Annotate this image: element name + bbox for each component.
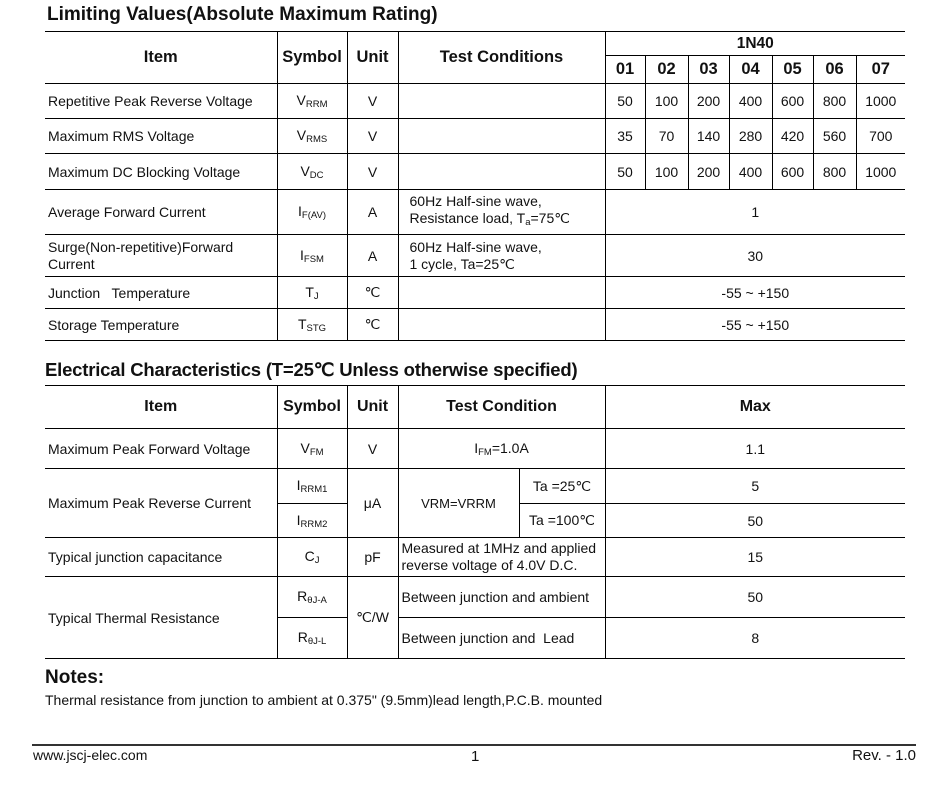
row-test-condition: Between junction and ambient: [398, 577, 605, 618]
row-test-condition: Measured at 1MHz and applied reverse voltage of 4.0V D.C.: [398, 538, 605, 577]
row-value: 400: [729, 154, 772, 190]
row-unit: ℃: [347, 309, 398, 341]
notes-text: Thermal resistance from junction to ambient at 0.375" (9.5mm)lead length,P.C.B. mounted: [45, 692, 603, 708]
row-item: Typical junction capacitance: [45, 538, 277, 577]
row-max: 5: [605, 469, 905, 504]
notes-title: Notes:: [45, 667, 105, 688]
row-unit: ℃/W: [347, 577, 398, 659]
header-item: Item: [45, 386, 277, 429]
row-value: 700: [856, 119, 905, 154]
table-row: [45, 277, 905, 309]
table-row: [45, 469, 905, 504]
header-symbol: Symbol: [277, 32, 347, 84]
footer-website: www.jscj-elec.com: [33, 747, 148, 763]
row-symbol: $R_{\theta J-L}$: [277, 618, 347, 659]
table-row: [45, 119, 905, 154]
row-value: 400: [729, 84, 772, 119]
table-row: [45, 154, 905, 190]
variant-header: 07: [856, 56, 905, 84]
row-value: 280: [729, 119, 772, 154]
row-test-conditions: [398, 309, 605, 341]
row-item: Maximum DC Blocking Voltage: [45, 154, 277, 190]
table-row: [45, 538, 905, 577]
header-max: Max: [605, 386, 905, 429]
row-value: 1: [605, 190, 905, 235]
variant-header: 01: [605, 56, 645, 84]
electrical-characteristics-table: [45, 385, 905, 659]
row-temperature: Ta =100℃: [519, 504, 605, 538]
table-row: [45, 429, 905, 469]
table-row: [45, 84, 905, 119]
row-value: 100: [645, 154, 688, 190]
table-row: [45, 577, 905, 618]
row-value: 800: [813, 154, 856, 190]
row-value: 1000: [856, 154, 905, 190]
row-symbol: $I_{F(AV)}$: [277, 190, 347, 235]
page-number: 1: [471, 748, 480, 765]
row-symbol: $V_{RRM}$: [277, 84, 347, 119]
header-unit: Unit: [347, 32, 398, 84]
row-value: 30: [605, 235, 905, 277]
row-value: 600: [772, 84, 813, 119]
header-series: 1N40: [605, 32, 905, 56]
row-value: -55 ~ +150: [605, 309, 905, 341]
header-test-condition: Test Condition: [398, 386, 605, 429]
variant-header: 04: [729, 56, 772, 84]
row-test-conditions: [398, 84, 605, 119]
row-item: Storage Temperature: [45, 309, 277, 341]
row-unit: μA: [347, 469, 398, 538]
row-item: Maximum Peak Forward Voltage: [45, 429, 277, 469]
row-test-condition: Between junction and Lead: [398, 618, 605, 659]
row-symbol: $V_{RMS}$: [277, 119, 347, 154]
variant-header: 06: [813, 56, 856, 84]
row-unit: pF: [347, 538, 398, 577]
limiting-values-table: [45, 31, 905, 341]
row-value: 600: [772, 154, 813, 190]
header-item: Item: [45, 32, 277, 84]
row-temperature: Ta =25℃: [519, 469, 605, 504]
table-row: [45, 309, 905, 341]
row-symbol: $I_{RRM1}$: [277, 469, 347, 504]
row-test-condition: $I_{FM}=1.0A$: [398, 429, 605, 469]
row-value: 140: [688, 119, 729, 154]
row-test-condition: VRM=VRRM: [398, 469, 519, 538]
row-symbol: $C_J$: [277, 538, 347, 577]
row-item: Maximum RMS Voltage: [45, 119, 277, 154]
row-max: 8: [605, 618, 905, 659]
footer-divider: [32, 744, 916, 746]
row-value: 420: [772, 119, 813, 154]
revision: Rev. - 1.0: [852, 747, 916, 764]
electrical-characteristics-title: Electrical Characteristics (T=25℃ Unless otherwise specified): [45, 359, 578, 380]
row-value: -55 ~ +150: [605, 277, 905, 309]
row-value: 800: [813, 84, 856, 119]
row-test-conditions: 60Hz Half-sine wave, 1 cycle, Ta=25℃: [398, 235, 605, 277]
row-value: 70: [645, 119, 688, 154]
row-symbol: $T_{STG}$: [277, 309, 347, 341]
row-symbol: $V_{DC}$: [277, 154, 347, 190]
row-symbol: $R_{\theta J-A}$: [277, 577, 347, 618]
row-symbol: $T_J$: [277, 277, 347, 309]
row-unit: V: [347, 84, 398, 119]
row-symbol: $I_{RRM2}$: [277, 504, 347, 538]
row-symbol: $V_{FM}$: [277, 429, 347, 469]
row-unit: V: [347, 154, 398, 190]
row-test-conditions: [398, 119, 605, 154]
header-unit: Unit: [347, 386, 398, 429]
row-max: 50: [605, 504, 905, 538]
row-item: Typical Thermal Resistance: [45, 577, 277, 659]
row-test-conditions: [398, 154, 605, 190]
row-max: 15: [605, 538, 905, 577]
variant-header: 05: [772, 56, 813, 84]
row-unit: A: [347, 190, 398, 235]
limiting-values-title: Limiting Values(Absolute Maximum Rating): [47, 4, 438, 25]
row-value: 1000: [856, 84, 905, 119]
row-value: 50: [605, 154, 645, 190]
row-unit: A: [347, 235, 398, 277]
row-item: Maximum Peak Reverse Current: [45, 469, 277, 538]
table-row: [45, 235, 905, 277]
header-symbol: Symbol: [277, 386, 347, 429]
variant-header: 02: [645, 56, 688, 84]
row-value: 35: [605, 119, 645, 154]
row-value: 200: [688, 154, 729, 190]
row-value: 50: [605, 84, 645, 119]
row-max: 50: [605, 577, 905, 618]
table-row: [45, 190, 905, 235]
row-test-conditions: [398, 277, 605, 309]
row-item: Surge(Non-repetitive)Forward Current: [45, 235, 277, 277]
header-test-conditions: Test Conditions: [398, 32, 605, 84]
row-item: Repetitive Peak Reverse Voltage: [45, 84, 277, 119]
row-unit: V: [347, 119, 398, 154]
row-value: 200: [688, 84, 729, 119]
row-unit: ℃: [347, 277, 398, 309]
row-value: 560: [813, 119, 856, 154]
variant-header: 03: [688, 56, 729, 84]
row-value: 100: [645, 84, 688, 119]
row-test-conditions: 60Hz Half-sine wave, Resistance load, $T_a=75℃$: [398, 190, 605, 235]
row-item: Junction Temperature: [45, 277, 277, 309]
row-symbol: $I_{FSM}$: [277, 235, 347, 277]
row-item: Average Forward Current: [45, 190, 277, 235]
row-unit: V: [347, 429, 398, 469]
row-max: 1.1: [605, 429, 905, 469]
